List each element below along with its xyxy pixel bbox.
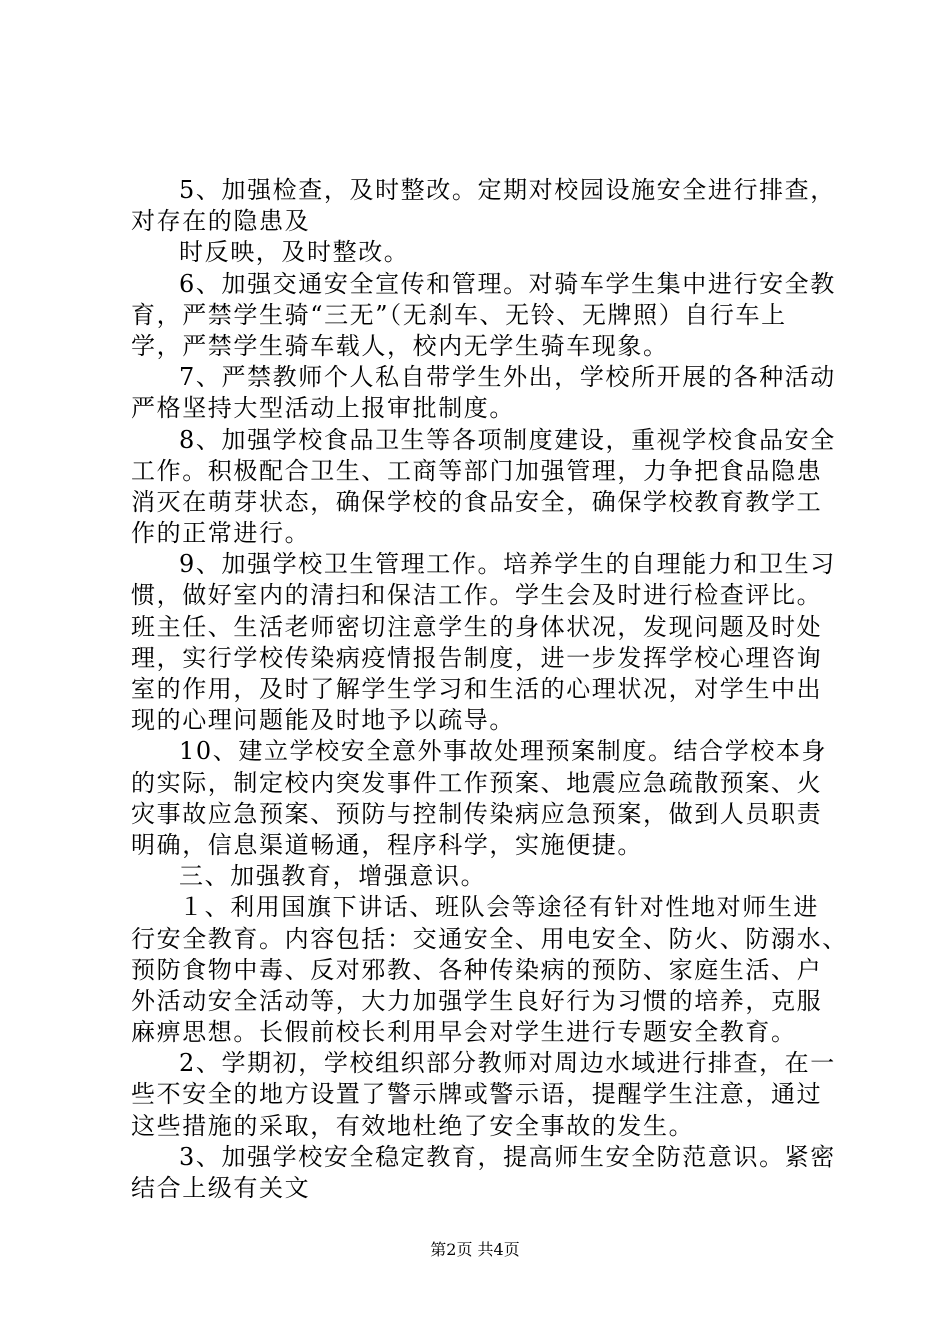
text-line: 时反映，及时整改。 <box>179 238 410 267</box>
text-line: 惯，做好室内的清扫和保洁工作。学生会及时进行检查评比。 <box>131 581 823 610</box>
text-line: 灾事故应急预案、预防与控制传染病应急预案，做到人员职责 <box>131 799 823 828</box>
text-line: 严格坚持大型活动上报审批制度。 <box>131 394 515 423</box>
text-line: 理，实行学校传染病疫情报告制度，进一步发挥学校心理咨询 <box>131 643 823 672</box>
text-line: 三、加强教育，增强意识。 <box>179 862 487 891</box>
document-body <box>131 175 848 1204</box>
text-line: 麻痹思想。长假前校长利用早会对学生进行专题安全教育。 <box>131 1018 797 1047</box>
text-line: 这些措施的采取，有效地杜绝了安全事故的发生。 <box>131 1111 695 1140</box>
text-line: 外活动安全活动等，大力加强学生良好行为习惯的培养，克服 <box>131 986 823 1015</box>
text-line: 的实际，制定校内突发事件工作预案、地震应急疏散预案、火 <box>131 768 823 797</box>
page-number-footer: 第2页 共4页 <box>430 1240 520 1259</box>
text-line: 作的正常进行。 <box>131 519 311 548</box>
text-line: 明确，信息渠道畅通，程序科学，实施便捷。 <box>131 830 643 859</box>
text-line: 6、加强交通安全宣传和管理。对骑车学生集中进行安全教 <box>179 269 836 298</box>
text-line: 些不安全的地方设置了警示牌或警示语，提醒学生注意，通过 <box>131 1080 823 1109</box>
text-line: 班主任、生活老师密切注意学生的身体状况，发现问题及时处 <box>131 612 823 641</box>
text-line: 10、建立学校安全意外事故处理预案制度。结合学校本身 <box>179 737 828 766</box>
text-line: 消灭在萌芽状态，确保学校的食品安全，确保学校教育教学工 <box>131 487 823 516</box>
text-line: 预防食物中毒、反对邪教、各种传染病的预防、家庭生活、户 <box>131 955 823 984</box>
text-line: 7、严禁教师个人私自带学生外出，学校所开展的各种活动 <box>179 363 836 392</box>
text-line: 5、加强检查，及时整改。定期对校园设施安全进行排查， <box>179 176 836 204</box>
text-line: 行安全教育。内容包括：交通安全、用电安全、防火、防溺水、 <box>131 924 848 953</box>
text-line: 室的作用，及时了解学生学习和生活的心理状况，对学生中出 <box>131 675 823 703</box>
text-line: 8、加强学校食品卫生等各项制度建设，重视学校食品安全 <box>179 425 836 454</box>
text-line: １、利用国旗下讲话、班队会等途径有针对性地对师生进 <box>179 893 819 922</box>
text-line: 3、加强学校安全稳定教育，提高师生安全防范意识。紧密 <box>179 1142 836 1171</box>
text-line: 工作。积极配合卫生、工商等部门加强管理，力争把食品隐患 <box>131 456 823 485</box>
text-line: 9、加强学校卫生管理工作。培养学生的自理能力和卫生习 <box>179 550 836 579</box>
text-line: 学，严禁学生骑车载人，校内无学生骑车现象。 <box>131 331 669 360</box>
text-line: 结合上级有关文 <box>131 1174 311 1202</box>
text-line: 2、学期初，学校组织部分教师对周边水域进行排查，在一 <box>179 1049 836 1078</box>
text-line: 现的心理问题能及时地予以疏导。 <box>131 706 515 735</box>
text-line: 对存在的隐患及 <box>131 207 311 236</box>
text-line: 育，严禁学生骑“三无”（无刹车、无铃、无牌照）自行车上 <box>131 300 787 329</box>
